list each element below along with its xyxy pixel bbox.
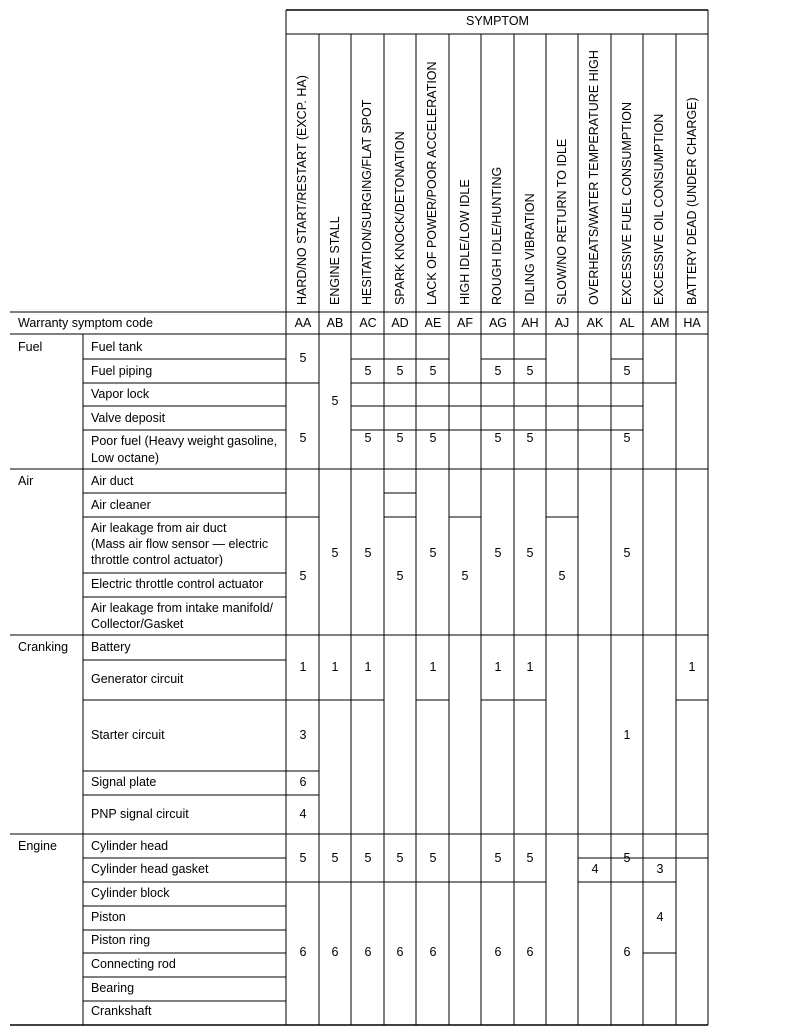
item-label: Poor fuel (Heavy weight gasoline, (91, 434, 278, 448)
cell-value: 6 (299, 945, 307, 959)
column-heading: HARD/NO START/RESTART (EXCP. HA) (295, 75, 309, 305)
cell-value: 5 (494, 364, 502, 378)
symptom-code: AK (586, 316, 604, 330)
cell-value: 6 (526, 945, 534, 959)
item-label: Crankshaft (91, 1004, 152, 1018)
item-label: Battery (91, 640, 131, 654)
symptom-code: AE (424, 316, 442, 330)
cell-value: 5 (396, 364, 404, 378)
cell-value: 6 (396, 945, 404, 959)
column-heading: BATTERY DEAD (UNDER CHARGE) (685, 97, 699, 305)
item-label: Vapor lock (91, 387, 150, 401)
cell-value: 5 (526, 546, 534, 560)
item-label: Cylinder head gasket (91, 862, 209, 876)
cell-value: 6 (494, 945, 502, 959)
cell-value: 1 (623, 728, 631, 742)
cell-value: 5 (364, 431, 372, 445)
cell-value: 5 (429, 851, 437, 865)
item-label: Generator circuit (91, 672, 184, 686)
column-heading: HESITATION/SURGING/FLAT SPOT (360, 99, 374, 305)
cell-value: 3 (299, 728, 307, 742)
cell-value: 5 (623, 851, 631, 865)
symptom-code: AJ (554, 316, 570, 330)
column-heading: SPARK KNOCK/DETONATION (393, 131, 407, 305)
column-heading: EXCESSIVE FUEL CONSUMPTION (620, 101, 634, 305)
group-label: Air (18, 474, 34, 488)
cell-value: 5 (623, 546, 631, 560)
cell-value: 5 (494, 546, 502, 560)
cell-value: 5 (331, 851, 339, 865)
cell-value: 3 (656, 862, 664, 876)
symptom-code: AH (521, 316, 539, 330)
column-heading: ENGINE STALL (328, 216, 342, 305)
cell-value: 5 (494, 851, 502, 865)
cell-value: 5 (429, 546, 437, 560)
item-label: PNP signal circuit (91, 807, 189, 821)
symptom-title: SYMPTOM (466, 14, 529, 28)
item-label: Air duct (91, 474, 134, 488)
item-label: Valve deposit (91, 411, 166, 425)
column-heading: HIGH IDLE/LOW IDLE (458, 179, 472, 305)
item-label: Piston ring (91, 933, 151, 947)
cell-value: 5 (526, 851, 534, 865)
cell-value: 1 (494, 660, 502, 674)
item-label: throttle control actuator) (91, 553, 224, 567)
cell-value: 6 (331, 945, 339, 959)
column-heading: SLOW/NO RETURN TO IDLE (555, 138, 569, 305)
cell-value: 5 (429, 431, 437, 445)
item-label: Air cleaner (91, 498, 151, 512)
cell-value: 1 (429, 660, 437, 674)
cell-value: 6 (364, 945, 372, 959)
cell-value: 5 (299, 431, 307, 445)
cell-value: 5 (331, 546, 339, 560)
cell-value: 5 (364, 851, 372, 865)
item-label: Starter circuit (91, 728, 165, 742)
symptom-code: AM (650, 316, 670, 330)
item-label: Fuel piping (91, 364, 153, 378)
group-label: Cranking (18, 640, 69, 654)
item-label: Air leakage from air duct (91, 521, 227, 535)
symptom-code: AG (488, 316, 508, 330)
column-heading: ROUGH IDLE/HUNTING (490, 166, 504, 305)
warranty-code-label: Warranty symptom code (18, 316, 153, 330)
symptom-code: AF (457, 316, 473, 330)
cell-value: 5 (331, 394, 339, 408)
cell-value: 4 (591, 862, 599, 876)
cell-value: 5 (396, 431, 404, 445)
item-label: Collector/Gasket (91, 617, 184, 631)
cell-value: 1 (688, 660, 696, 674)
cell-value: 5 (526, 364, 534, 378)
item-label: Fuel tank (91, 340, 143, 354)
item-label: Electric throttle control actuator (91, 577, 264, 591)
symptom-code: AC (359, 316, 377, 330)
item-label: Signal plate (91, 775, 157, 789)
cell-value: 1 (331, 660, 339, 674)
cell-value: 5 (364, 546, 372, 560)
cell-value: 1 (526, 660, 534, 674)
item-label: (Mass air flow sensor — electric (91, 537, 269, 551)
column-heading: IDLING VIBRATION (523, 193, 537, 305)
symptom-code: AA (294, 316, 312, 330)
cell-value: 1 (299, 660, 307, 674)
cell-value: 4 (299, 807, 307, 821)
column-heading: OVERHEATS/WATER TEMPERATURE HIGH (587, 50, 601, 305)
cell-value: 5 (494, 431, 502, 445)
cell-value: 5 (396, 569, 404, 583)
cell-value: 5 (623, 431, 631, 445)
group-label: Engine (18, 839, 57, 853)
cell-value: 5 (364, 364, 372, 378)
item-label: Cylinder head (91, 839, 169, 853)
cell-value: 5 (429, 364, 437, 378)
item-label: Air leakage from intake manifold/ (91, 601, 274, 615)
cell-value: 4 (656, 910, 664, 924)
column-heading: LACK OF POWER/POOR ACCELERATION (425, 61, 439, 305)
item-label: Connecting rod (91, 957, 176, 971)
symptom-code: HA (683, 316, 701, 330)
cell-value: 5 (558, 569, 566, 583)
cell-value: 6 (299, 775, 307, 789)
item-label: Low octane) (91, 451, 160, 465)
cell-value: 5 (526, 431, 534, 445)
cell-value: 5 (396, 851, 404, 865)
cell-value: 5 (623, 364, 631, 378)
cell-value: 5 (299, 351, 307, 365)
symptom-code: AL (619, 316, 635, 330)
cell-value: 5 (461, 569, 469, 583)
item-label: Bearing (91, 981, 135, 995)
cell-value: 5 (299, 569, 307, 583)
symptom-code: AB (326, 316, 344, 330)
item-label: Piston (91, 910, 126, 924)
group-label: Fuel (18, 340, 43, 354)
column-heading: EXCESSIVE OIL CONSUMPTION (652, 113, 666, 305)
cell-value: 5 (299, 851, 307, 865)
cell-value: 6 (623, 945, 631, 959)
cell-value: 1 (364, 660, 372, 674)
item-label: Cylinder block (91, 886, 170, 900)
symptom-code: AD (391, 316, 409, 330)
cell-value: 6 (429, 945, 437, 959)
